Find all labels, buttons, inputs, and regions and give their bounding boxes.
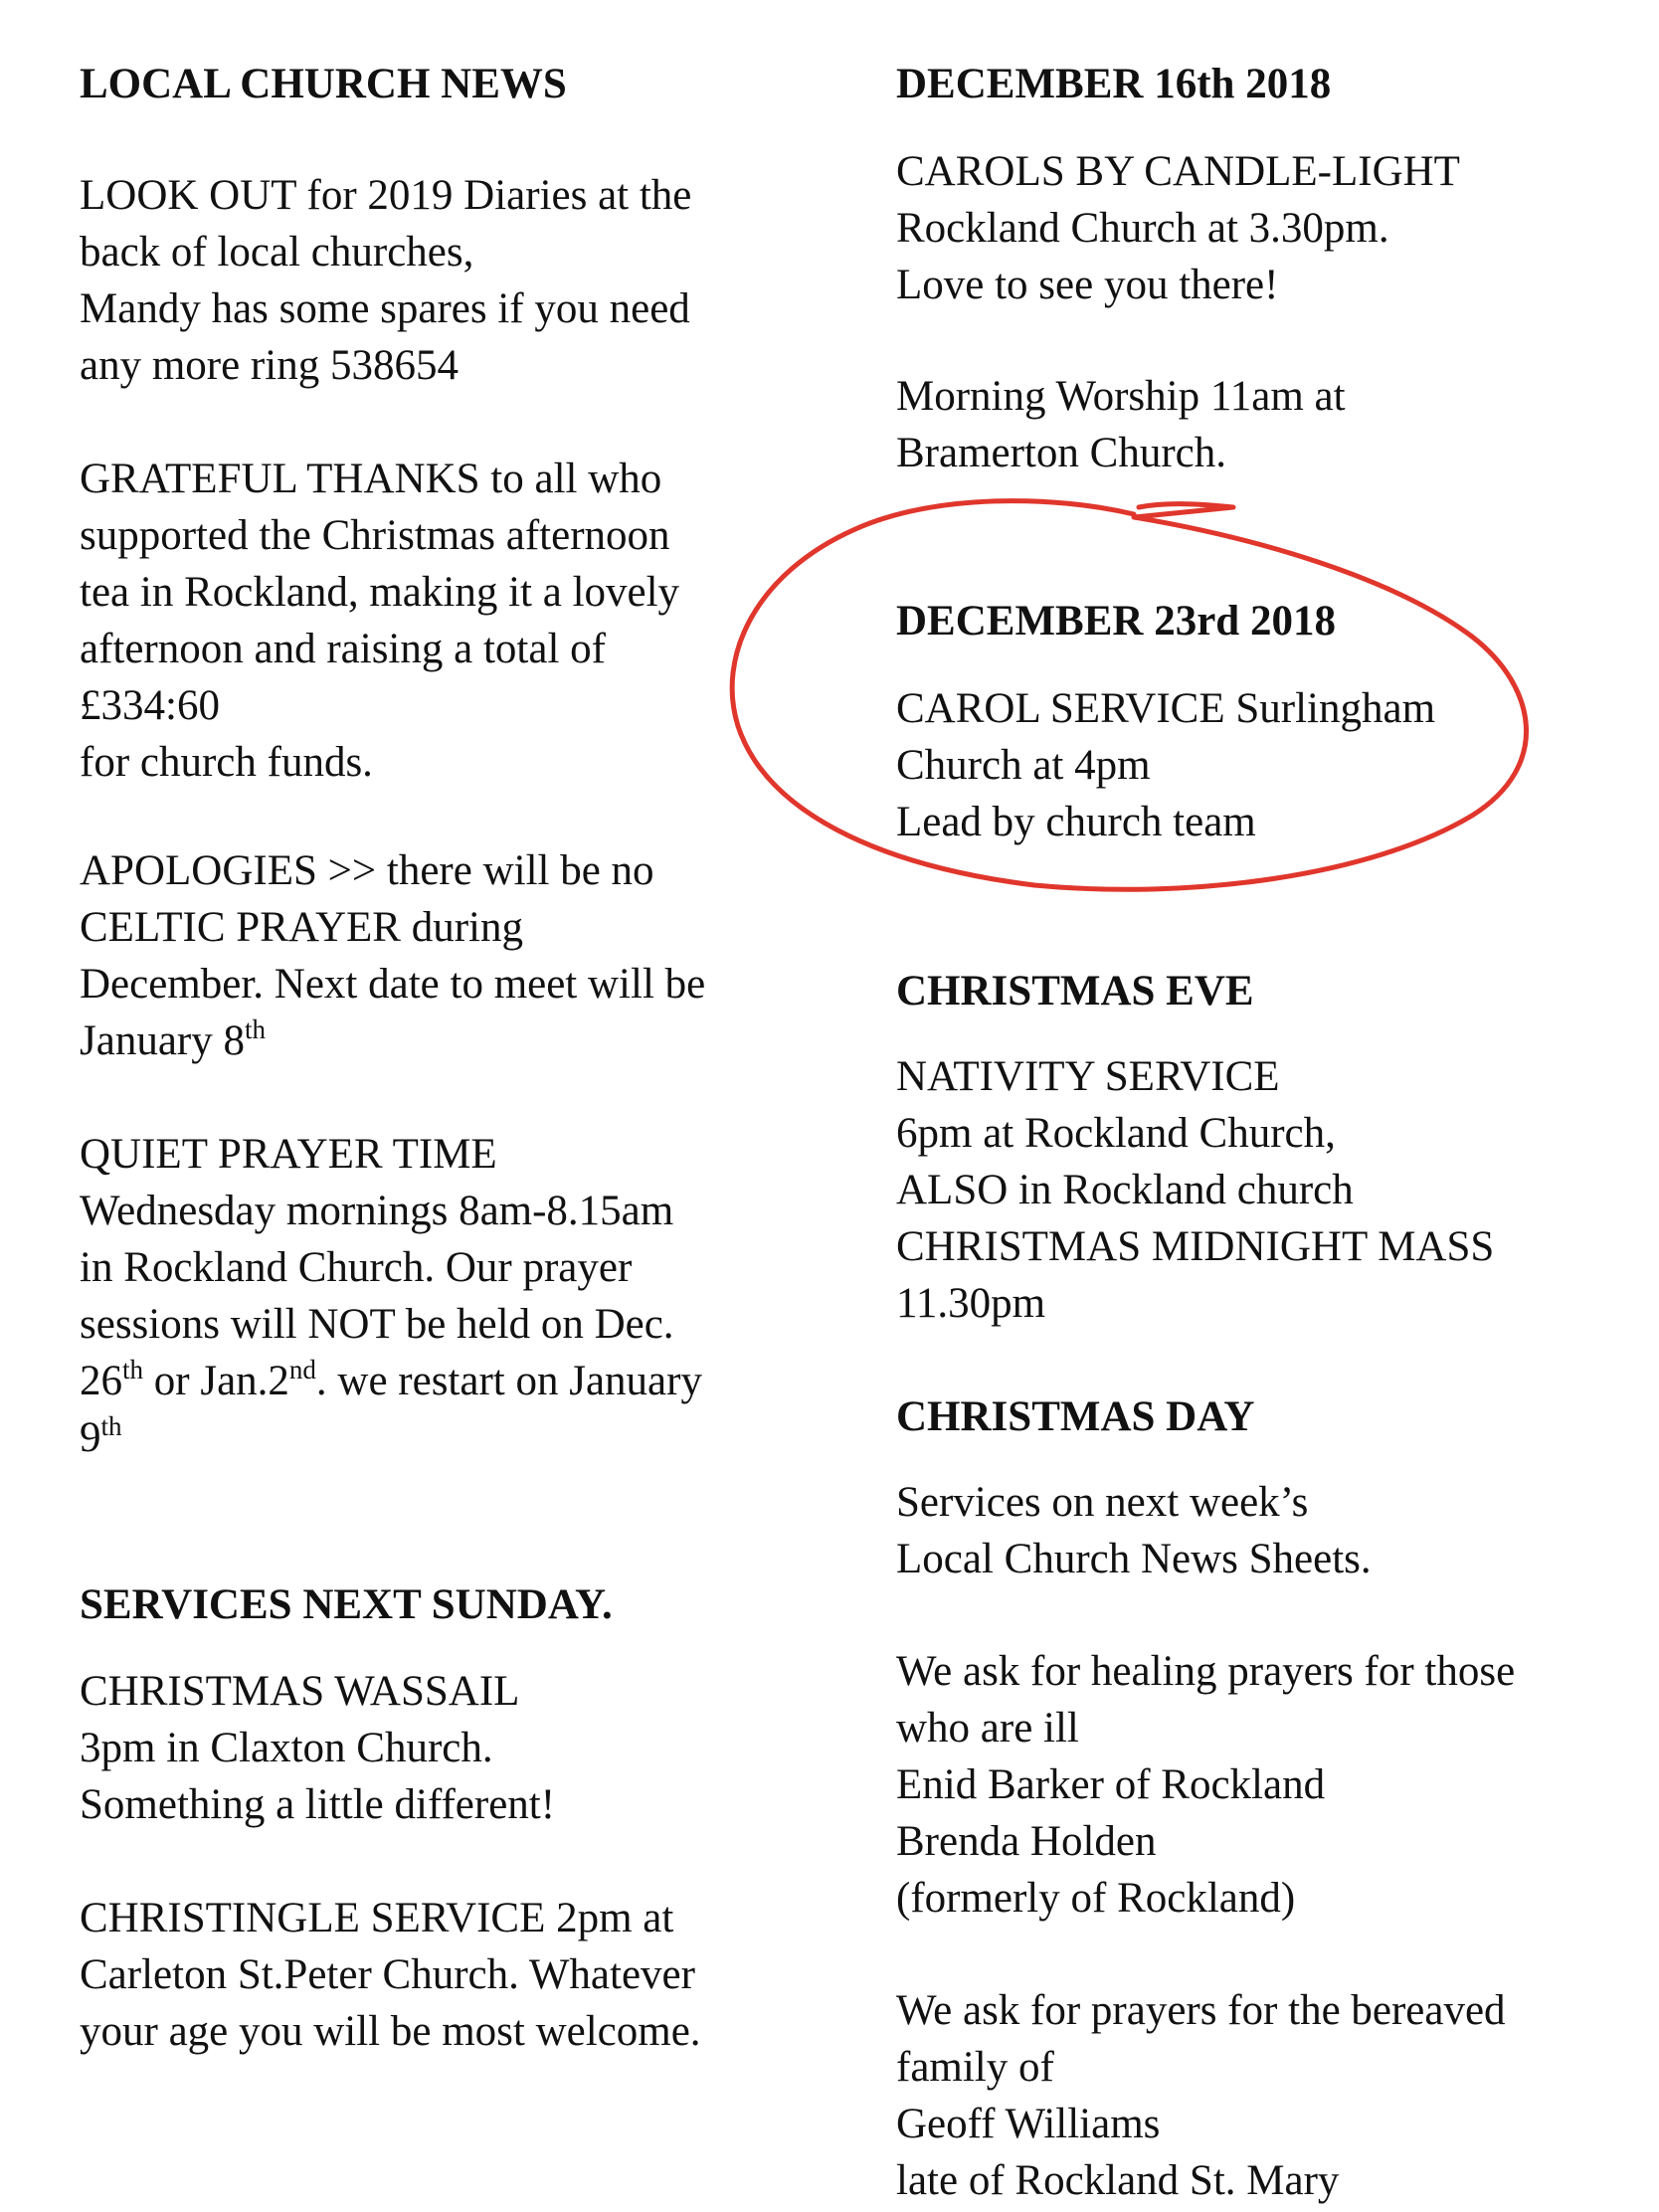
text-line: Local Church News Sheets. — [896, 1536, 1372, 1582]
text-line: We ask for healing prayers for those — [896, 1648, 1516, 1695]
carol-service-notice — [896, 680, 1435, 850]
text-line: 3pm in Claxton Church. — [80, 1725, 493, 1771]
text-line: Morning Worship 11am at — [896, 373, 1346, 420]
text-line: CELTIC PRAYER during — [80, 904, 523, 951]
text-fragment: . we restart on January — [315, 1358, 702, 1404]
text-line: CAROL SERVICE Surlingham — [896, 685, 1436, 732]
text-line: family of — [896, 2044, 1054, 2091]
christingle-notice — [80, 1890, 701, 2060]
christmas-day-heading: CHRISTMAS DAY — [896, 1393, 1255, 1440]
text-line: CHRISTMAS MIDNIGHT MASS — [896, 1223, 1495, 1270]
christmas-day-notice — [896, 1474, 1372, 1587]
ordinal-suffix: th — [244, 1014, 266, 1044]
text-line — [80, 1013, 705, 1069]
text-line: Enid Barker of Rockland — [896, 1761, 1326, 1808]
text-line: Church at 4pm — [896, 742, 1151, 789]
text-line: Services on next week’s — [896, 1479, 1309, 1526]
text-line: NATIVITY SERVICE — [896, 1053, 1280, 1100]
text-line: Mandy has some spares if you need — [80, 285, 690, 332]
text-line: CAROLS BY CANDLE-LIGHT — [896, 148, 1460, 195]
nativity-notice — [896, 1048, 1494, 1332]
bereaved-prayers-notice — [896, 1982, 1506, 2209]
text-line: CHRISTMAS WASSAIL — [80, 1668, 520, 1715]
christmas-eve-heading: CHRISTMAS EVE — [896, 968, 1254, 1014]
text-fragment: January 8 — [80, 1017, 245, 1064]
text-line: Geoff Williams — [896, 2101, 1161, 2147]
text-line: who are ill — [896, 1705, 1079, 1751]
text-line: LOOK OUT for 2019 Diaries at the — [80, 172, 692, 219]
text-line: in Rockland Church. Our prayer — [80, 1244, 633, 1291]
text-line: for church funds. — [80, 739, 373, 786]
text-line: Love to see you there! — [896, 262, 1279, 308]
text-line: QUIET PRAYER TIME — [80, 1131, 497, 1178]
ordinal-suffix: nd — [288, 1355, 316, 1384]
text-line: supported the Christmas afternoon — [80, 512, 670, 559]
text-line — [80, 1409, 702, 1466]
text-line: your age you will be most welcome. — [80, 2008, 701, 2055]
text-line: We ask for prayers for the bereaved — [896, 1987, 1506, 2034]
text-line: Carleton St.Peter Church. Whatever — [80, 1951, 695, 1998]
wassail-notice — [80, 1663, 555, 1833]
quiet-prayer-notice — [80, 1126, 702, 1466]
text-line: sessions will NOT be held on Dec. — [80, 1301, 674, 1348]
dec23-heading: DECEMBER 23rd 2018 — [896, 598, 1336, 645]
text-line: Lead by church team — [896, 799, 1256, 845]
ordinal-suffix: th — [100, 1411, 122, 1441]
text-line: Rockland Church at 3.30pm. — [896, 205, 1389, 252]
text-line: afternoon and raising a total of — [80, 626, 606, 672]
text-line: GRATEFUL THANKS to all who — [80, 456, 662, 502]
text-fragment: 9 — [80, 1414, 101, 1461]
text-line: 11.30pm — [896, 1280, 1046, 1327]
text-line: £334:60 — [80, 682, 220, 729]
text-line: late of Rockland St. Mary — [896, 2157, 1340, 2204]
thanks-notice — [80, 451, 679, 791]
text-line: December. Next date to meet will be — [80, 961, 706, 1008]
carols-notice — [896, 143, 1460, 313]
apologies-notice — [80, 842, 705, 1069]
text-line: APOLOGIES >> there will be no — [80, 847, 654, 894]
text-line: CHRISTINGLE SERVICE 2pm at — [80, 1895, 674, 1941]
text-line: Wednesday mornings 8am-8.15am — [80, 1188, 674, 1234]
text-line: ALSO in Rockland church — [896, 1167, 1354, 1213]
worship-notice — [896, 368, 1346, 481]
text-line: (formerly of Rockland) — [896, 1875, 1296, 1922]
text-line: tea in Rockland, making it a lovely — [80, 569, 680, 616]
text-line: Brenda Holden — [896, 1818, 1157, 1865]
text-fragment: or Jan.2 — [143, 1358, 289, 1404]
diaries-notice — [80, 167, 691, 394]
healing-prayers-notice — [896, 1643, 1515, 1927]
dec16-heading: DECEMBER 16th 2018 — [896, 61, 1332, 107]
text-line: Something a little different! — [80, 1781, 556, 1828]
text-line — [80, 1353, 702, 1409]
text-line: back of local churches, — [80, 229, 474, 276]
text-line: 6pm at Rockland Church, — [896, 1110, 1336, 1157]
page-title: LOCAL CHURCH NEWS — [80, 61, 567, 107]
text-fragment: 26 — [80, 1358, 122, 1404]
text-line: any more ring 538654 — [80, 342, 459, 389]
services-heading: SERVICES NEXT SUNDAY. — [80, 1581, 613, 1628]
text-line: Bramerton Church. — [896, 430, 1226, 476]
ordinal-suffix: th — [122, 1355, 144, 1384]
